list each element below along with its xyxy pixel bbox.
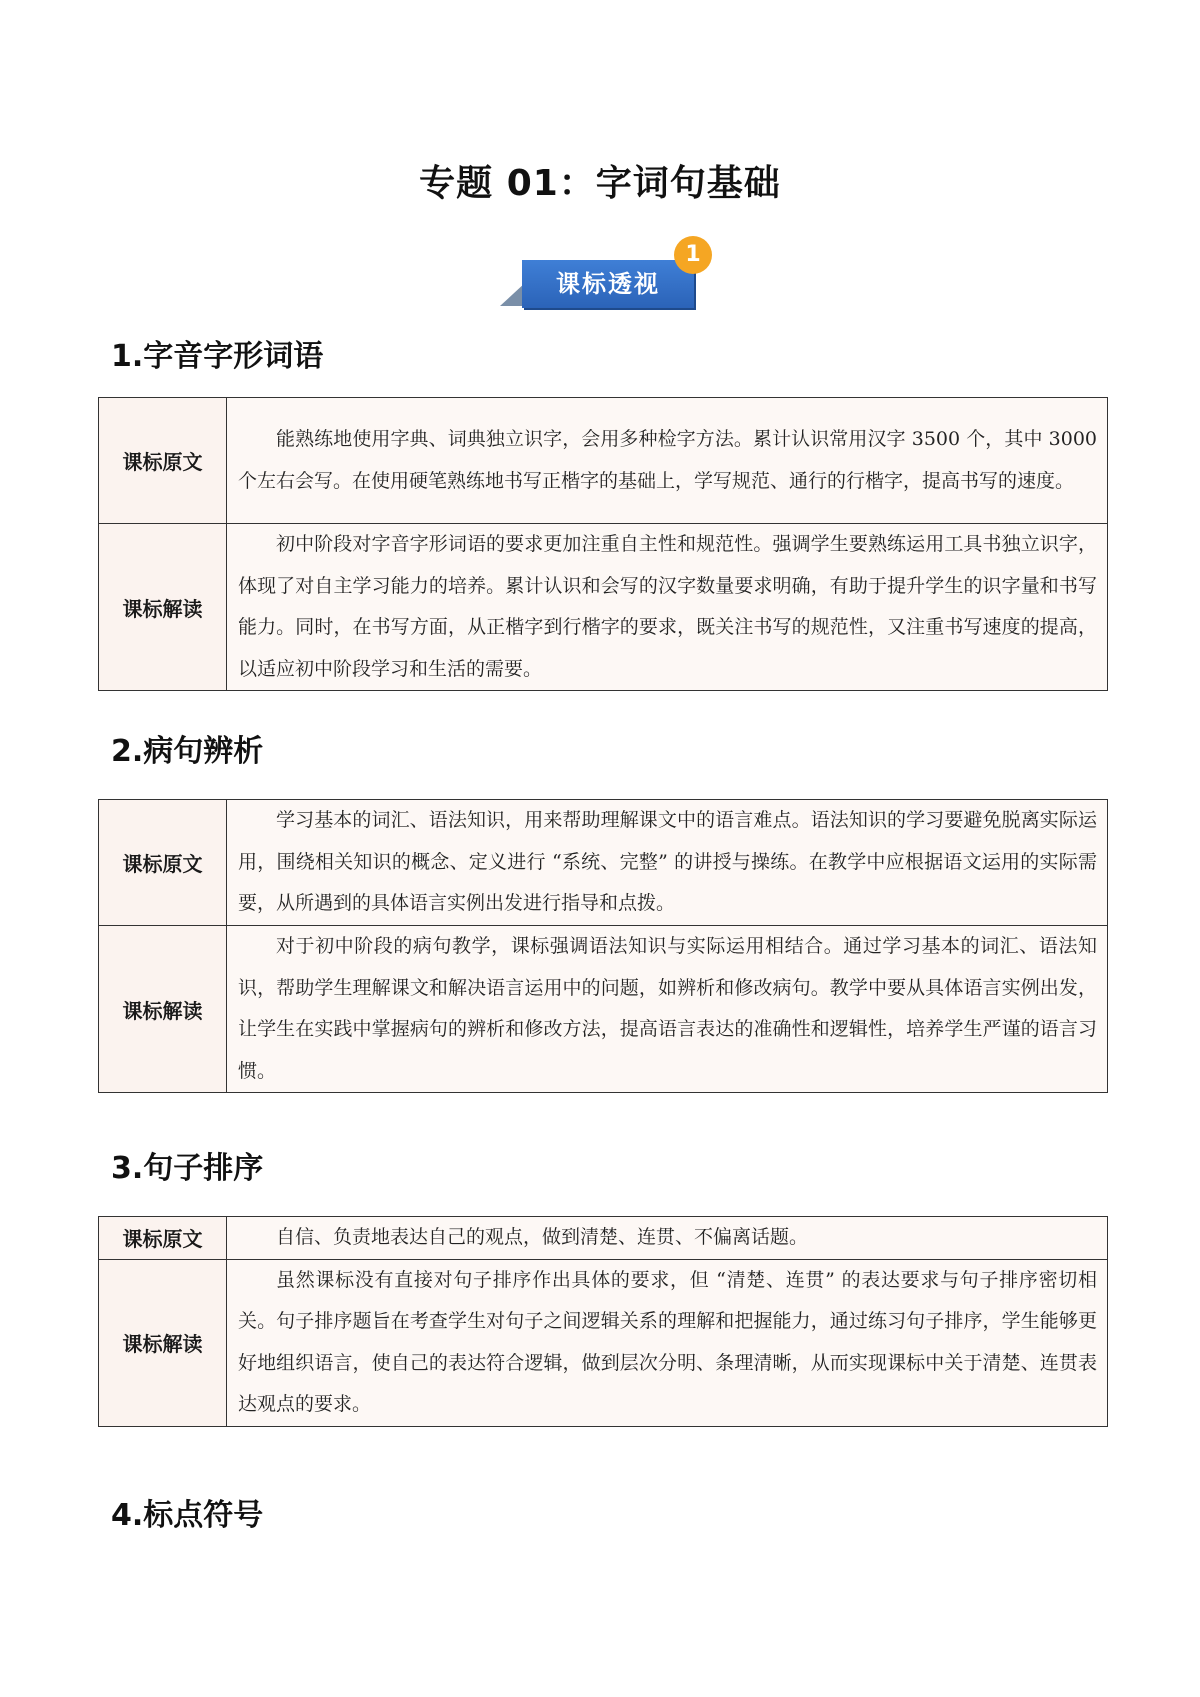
table-row <box>99 926 1108 1093</box>
section-heading-4: 4.标点符号 <box>111 1498 264 1533</box>
section-heading-1: 1.字音字形词语 <box>111 339 324 374</box>
row-label: 课标解读 <box>99 524 227 691</box>
row-text: 自信、负责地表达自己的观点，做到清楚、连贯、不偏离话题。 <box>227 1217 1108 1260</box>
row-text: 初中阶段对字音字形词语的要求更加注重自主性和规范性。强调学生要熟练运用工具书独立识字，体现了对自主学习能力的培养。累计认识和会写的汉字数量要求明确，有助于提升学生的识字量和书写能力。同时，在书写方面，从正楷字到行楷字的要求，既关注书写的规范性，又注重书写速度的提高，以适应初中阶段学习和生活的需要。 <box>227 524 1108 691</box>
row-label: 课标原文 <box>99 1217 227 1260</box>
banner-label: 课标透视 <box>556 270 660 298</box>
page-title: 专题 01：字词句基础 <box>419 163 781 204</box>
table-row <box>99 800 1108 926</box>
row-text: 对于初中阶段的病句教学，课标强调语法知识与实际运用相结合。通过学习基本的词汇、语法知识，帮助学生理解课文和解决语言运用中的问题，如辨析和修改病句。教学中要从具体语言实例出发，让学生在实践中掌握病句的辨析和修改方法，提高语言表达的准确性和逻辑性，培养学生严谨的语言习惯。 <box>227 926 1108 1093</box>
row-text: 能熟练地使用字典、词典独立识字，会用多种检字方法。累计认识常用汉字 3500 个，其中 3000 个左右会写。在使用硬笔熟练地书写正楷字的基础上，学写规范、通行的行楷字，提高书写的速度。 <box>227 398 1108 524</box>
section-heading-3: 3.句子排序 <box>111 1151 264 1186</box>
standards-table-2 <box>98 799 1108 1093</box>
row-label: 课标原文 <box>99 800 227 926</box>
section-heading-2: 2.病句辨析 <box>111 734 264 769</box>
row-label: 课标解读 <box>99 926 227 1093</box>
section-banner <box>500 236 720 312</box>
standards-table-3 <box>98 1216 1108 1427</box>
row-label: 课标解读 <box>99 1259 227 1426</box>
standards-table-1 <box>98 397 1108 691</box>
row-text: 虽然课标没有直接对句子排序作出具体的要求，但 “清楚、连贯” 的表达要求与句子排序密切相关。句子排序题旨在考查学生对句子之间逻辑关系的理解和把握能力，通过练习句子排序，学生能够更好地组织语言，使自己的表达符合逻辑，做到层次分明、条理清晰，从而实现课标中关于清楚、连贯表达观点的要求。 <box>227 1259 1108 1426</box>
table-row <box>99 398 1108 524</box>
row-label: 课标原文 <box>99 398 227 524</box>
table-row <box>99 524 1108 691</box>
banner-number-badge: 1 <box>674 236 712 274</box>
row-text: 学习基本的词汇、语法知识，用来帮助理解课文中的语言难点。语法知识的学习要避免脱离实际运用，围绕相关知识的概念、定义进行 “系统、完整” 的讲授与操练。在教学中应根据语文运用的实际需要，从所遇到的具体语言实例出发进行指导和点拨。 <box>227 800 1108 926</box>
table-row <box>99 1259 1108 1426</box>
table-row <box>99 1217 1108 1260</box>
